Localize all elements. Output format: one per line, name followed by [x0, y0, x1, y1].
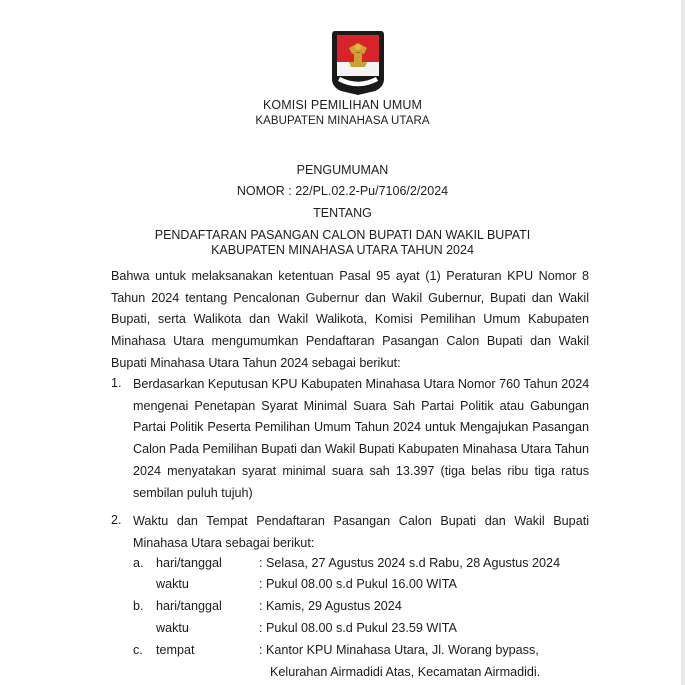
schedule-key: waktu	[156, 577, 189, 591]
list-line: 2024 menyatakan syarat minimal suara sah 13.397 (tiga belas ribu tiga ratus	[133, 463, 589, 478]
intro-line: Minahasa Utara mengumumkan Pendaftaran Pasangan Calon Bupati dan Wakil	[111, 334, 589, 349]
org-name: KOMISI PEMILIHAN UMUM	[262, 98, 423, 112]
kpu-logo	[331, 29, 385, 95]
list-line: Minahasa Utara sebagai berikut:	[133, 535, 315, 550]
schedule-letter: c.	[133, 643, 143, 657]
list-line: Partai Politik Peserta Pemilihan Umum Tahun 2024 untuk Mengajukan Pasangan	[133, 420, 589, 435]
list-line: Calon Pada Pemilihan Bupati dan Wakil Bupati Kabupaten Minahasa Utara Tahun	[133, 442, 589, 457]
list-item-2	[133, 511, 589, 554]
list-number: 1.	[111, 376, 122, 390]
schedule-key: waktu	[156, 621, 189, 635]
list-line: Waktu dan Tempat Pendaftaran Pasangan Calon Bupati dan Wakil Bupati	[133, 514, 589, 528]
schedule-key: hari/tanggal	[156, 599, 222, 613]
schedule-value: : Pukul 08.00 s.d Pukul 16.00 WITA	[259, 577, 457, 591]
about-heading: TENTANG	[313, 206, 372, 220]
subject-line-1: PENDAFTARAN PASANGAN CALON BUPATI DAN WAKIL BUPATI	[154, 228, 531, 242]
intro-line: Bahwa untuk melaksanakan ketentuan Pasal 95 ayat (1) Peraturan KPU Nomor 8	[111, 269, 589, 283]
schedule-letter: a.	[133, 556, 144, 570]
schedule-value: Kelurahan Airmadidi Atas, Kecamatan Airmadidi.	[270, 665, 541, 679]
intro-paragraph	[111, 266, 589, 375]
intro-line: Tahun 2024 tentang Pencalonan Gubernur dan Wakil Gubernur, Bupati dan Wakil	[111, 290, 589, 305]
subject-line-2: KABUPATEN MINAHASA UTARA TAHUN 2024	[211, 243, 474, 257]
list-number: 2.	[111, 513, 122, 527]
schedule-value: : Kantor KPU Minahasa Utara, Jl. Worang bypass,	[259, 643, 539, 657]
schedule-value: : Selasa, 27 Agustus 2024 s.d Rabu, 28 Agustus 2024	[259, 556, 561, 570]
intro-line: Bupati Minahasa Utara Tahun 2024 sebagai berikut:	[111, 355, 401, 370]
schedule-key: tempat	[156, 643, 195, 657]
list-line: Berdasarkan Keputusan KPU Kabupaten Minahasa Utara Nomor 760 Tahun 2024	[133, 377, 590, 391]
schedule-value: : Pukul 08.00 s.d Pukul 23.59 WITA	[259, 621, 457, 635]
list-line: mengenai Penetapan Syarat Minimal Suara Sah Partai Politik atau Gabungan	[133, 398, 589, 413]
announcement-heading: PENGUMUMAN	[296, 163, 389, 177]
list-line: sembilan puluh tujuh)	[133, 485, 253, 500]
schedule-key: hari/tanggal	[156, 556, 222, 570]
org-region: KABUPATEN MINAHASA UTARA	[255, 115, 430, 127]
list-item-1	[133, 374, 589, 504]
announcement-number: NOMOR : 22/PL.02.2-Pu/7106/2/2024	[236, 184, 449, 198]
schedule-value: : Kamis, 29 Agustus 2024	[259, 599, 402, 613]
schedule-letter: b.	[133, 599, 144, 613]
intro-line: Bupati, serta Walikota dan Wakil Walikota, Komisi Pemilihan Umum Kabupaten	[111, 312, 589, 327]
